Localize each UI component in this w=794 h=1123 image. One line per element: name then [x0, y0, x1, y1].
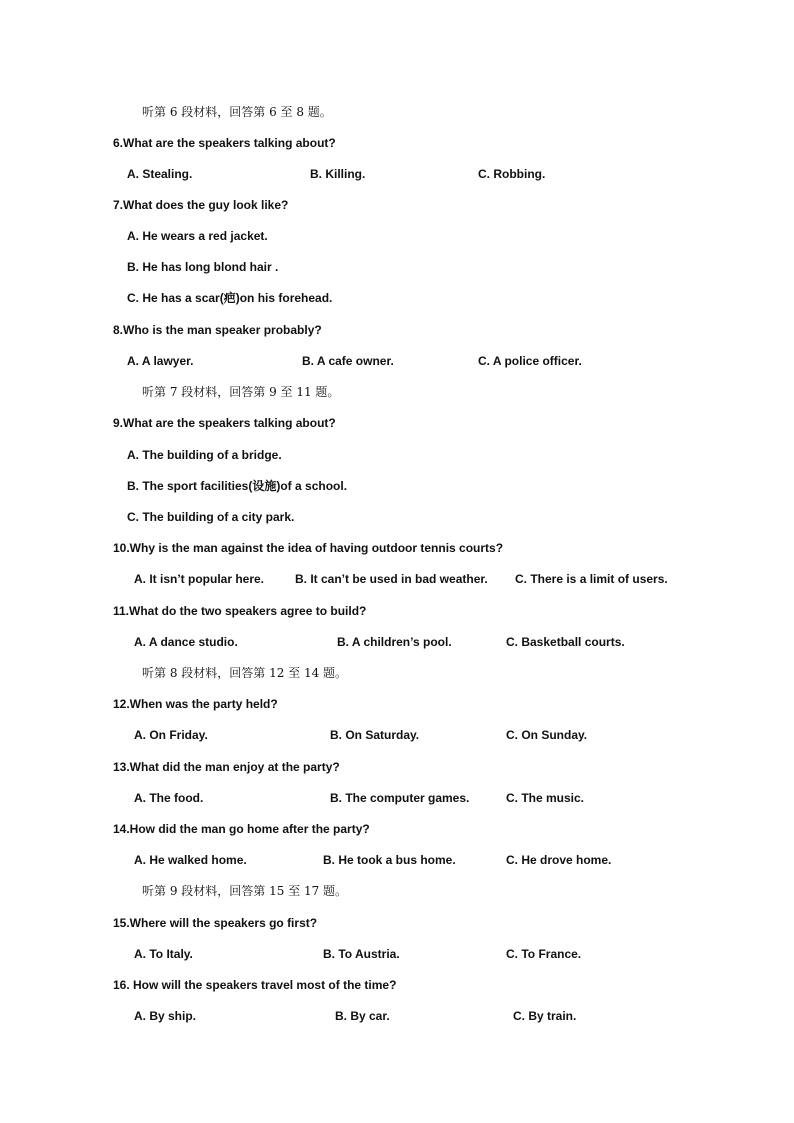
answer-option: B. A children’s pool. — [337, 635, 452, 649]
answer-option: B. He took a bus home. — [323, 853, 456, 867]
answer-option: B. To Austria. — [323, 947, 400, 961]
answer-option: A. It isn’t popular here. — [134, 572, 265, 586]
answer-option: B. The computer games. — [330, 791, 470, 805]
answer-option: A. He walked home. — [134, 853, 247, 867]
answer-option: C. Robbing. — [478, 167, 546, 181]
answer-option: C. He drove home. — [506, 853, 612, 867]
answer-option: B. It can’t be used in bad weather. — [295, 572, 488, 586]
answer-option: A. Stealing. — [127, 167, 193, 181]
question-text: 16. How will the speakers travel most of the time? — [113, 978, 397, 992]
answer-option: C. On Sunday. — [506, 728, 588, 742]
question-text: 15.Where will the speakers go first? — [113, 916, 318, 930]
answer-option: A. The food. — [134, 791, 204, 805]
answer-option: B. By car. — [335, 1009, 390, 1023]
answer-option: C. There is a limit of users. — [515, 572, 668, 586]
answer-option: C. The music. — [506, 791, 585, 805]
answer-option: C. By train. — [513, 1009, 577, 1023]
answer-option: C. Basketball courts. — [506, 635, 625, 649]
question-text: 13.What did the man enjoy at the party? — [113, 760, 340, 774]
answer-option: A. The building of a bridge. — [127, 448, 282, 462]
answer-option: C. The building of a city park. — [127, 510, 295, 524]
answer-option: A. By ship. — [134, 1009, 197, 1023]
section-heading: 听第 7 段材料，回答第 9 至 11 题。 — [142, 385, 340, 399]
section-heading: 听第 6 段材料，回答第 6 至 8 题。 — [142, 105, 332, 119]
answer-option: A. A lawyer. — [127, 354, 194, 368]
answer-option: B. On Saturday. — [330, 728, 420, 742]
answer-option: A. On Friday. — [134, 728, 208, 742]
answer-option: B. A cafe owner. — [302, 354, 394, 368]
question-text: 12.When was the party held? — [113, 697, 278, 711]
answer-option: B. He has long blond hair . — [127, 260, 279, 274]
question-text: 6.What are the speakers talking about? — [113, 136, 336, 150]
section-heading: 听第 9 段材料，回答第 15 至 17 题。 — [142, 884, 348, 898]
section-heading: 听第 8 段材料，回答第 12 至 14 题。 — [142, 666, 348, 680]
answer-option: A. To Italy. — [134, 947, 193, 961]
answer-option: C. A police officer. — [478, 354, 582, 368]
question-text: 7.What does the guy look like? — [113, 198, 289, 212]
question-text: 8.Who is the man speaker probably? — [113, 323, 322, 337]
answer-option: C. To France. — [506, 947, 582, 961]
answer-option: C. He has a scar(疤)on his forehead. — [127, 291, 333, 305]
answer-option: B. Killing. — [310, 167, 366, 181]
answer-option: B. The sport facilities(设施)of a school. — [127, 479, 348, 493]
question-text: 9.What are the speakers talking about? — [113, 416, 336, 430]
answer-option: A. A dance studio. — [134, 635, 238, 649]
question-text: 14.How did the man go home after the party? — [113, 822, 370, 836]
question-text: 11.What do the two speakers agree to build? — [113, 604, 367, 618]
question-text: 10.Why is the man against the idea of having outdoor tennis courts? — [113, 541, 504, 555]
answer-option: A. He wears a red jacket. — [127, 229, 268, 243]
